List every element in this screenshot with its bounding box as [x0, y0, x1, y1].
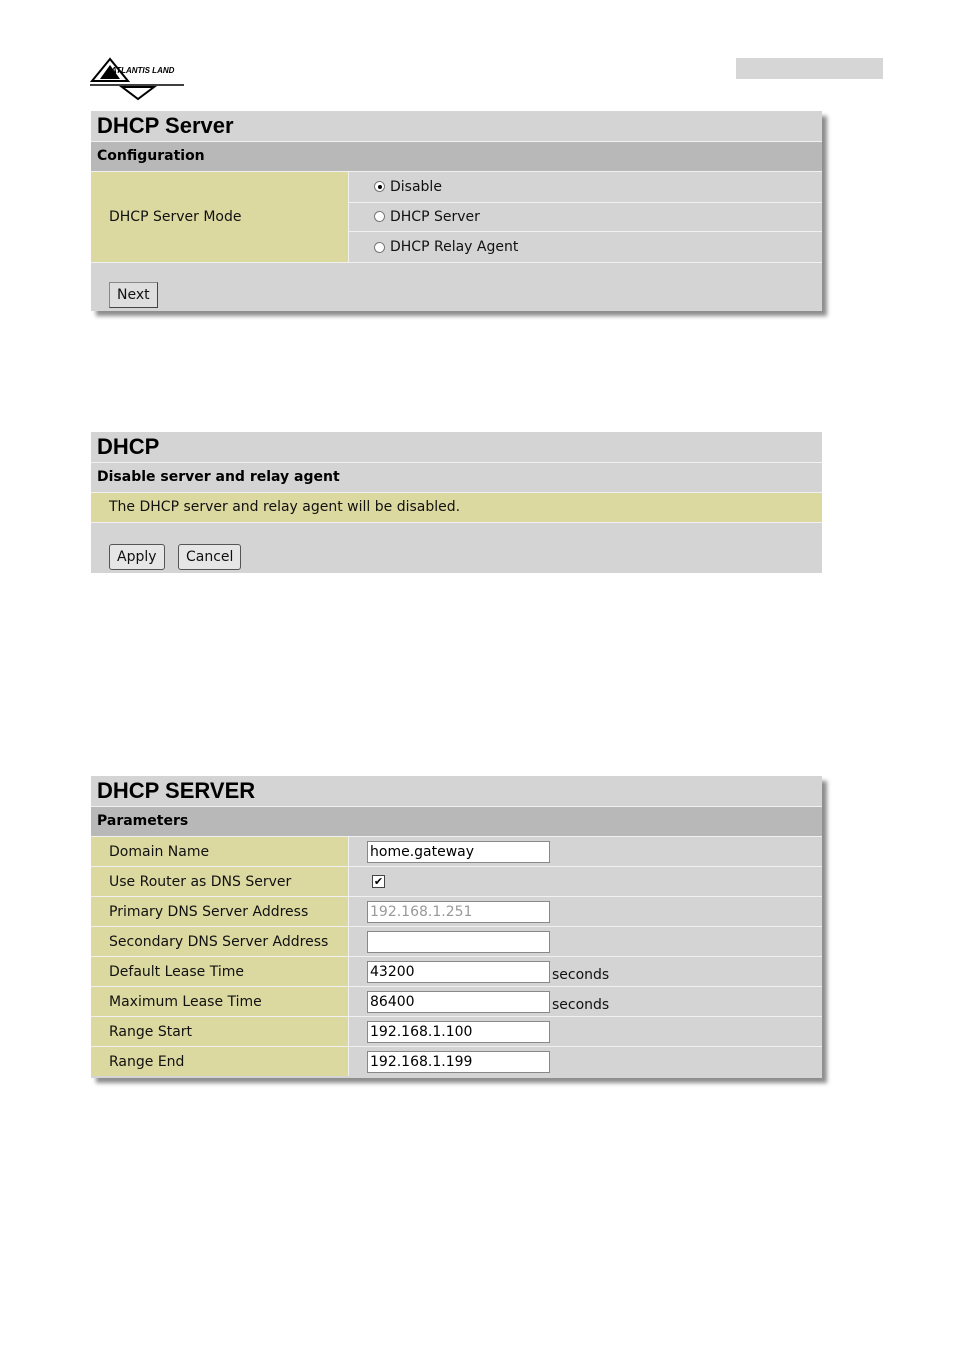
max-lease-input[interactable]: 86400	[367, 991, 550, 1013]
secondary-dns-row	[91, 927, 822, 957]
button-bar	[91, 263, 822, 312]
section-header: Configuration	[91, 142, 822, 172]
section-header: Disable server and relay agent	[91, 463, 822, 493]
range-start-input[interactable]: 192.168.1.100	[367, 1021, 550, 1043]
atlantis-land-logo	[88, 55, 188, 103]
radio-option-dhcp-server[interactable]	[349, 203, 822, 233]
apply-button[interactable]: Apply	[109, 544, 165, 570]
radio-label: Disable	[390, 178, 442, 195]
radio-button[interactable]	[374, 242, 385, 253]
domain-name-label: Domain Name	[91, 837, 349, 866]
dhcp-server-mode-text: DHCP Server Mode	[109, 209, 242, 225]
radio-option-dhcp-relay-agent[interactable]	[349, 232, 822, 262]
logo-text: ATLANTIS LAND	[111, 66, 175, 75]
secondary-dns-label: Secondary DNS Server Address	[91, 927, 349, 956]
use-router-dns-row	[91, 867, 822, 897]
button-bar	[91, 523, 822, 573]
dhcp-server-mode-panel	[91, 111, 822, 311]
range-end-label: Range End	[91, 1047, 349, 1076]
header-bar	[736, 58, 883, 79]
seconds-unit: seconds	[552, 996, 610, 1013]
radio-label: DHCP Relay Agent	[390, 239, 519, 256]
section-header: Parameters	[91, 807, 822, 837]
default-lease-label: Default Lease Time	[91, 957, 349, 986]
primary-dns-input[interactable]: 192.168.1.251	[367, 901, 550, 923]
max-lease-row	[91, 987, 822, 1017]
dhcp-disable-panel	[91, 432, 822, 573]
secondary-dns-input[interactable]	[367, 931, 550, 953]
domain-name-input[interactable]: home.gateway	[367, 841, 550, 863]
domain-name-row	[91, 837, 822, 867]
panel-title: DHCP SERVER	[91, 776, 822, 807]
default-lease-input[interactable]: 43200	[367, 961, 550, 983]
range-start-label: Range Start	[91, 1017, 349, 1046]
use-router-dns-checkbox[interactable]: ✔	[373, 875, 384, 888]
cancel-button[interactable]: Cancel	[178, 544, 241, 570]
default-lease-row	[91, 957, 822, 987]
panel-title: DHCP Server	[91, 111, 822, 142]
seconds-unit: seconds	[552, 966, 610, 983]
radio-button[interactable]	[374, 211, 385, 222]
range-end-input[interactable]: 192.168.1.199	[367, 1051, 550, 1073]
radio-button-selected[interactable]	[374, 181, 385, 192]
range-end-row	[91, 1047, 822, 1076]
radio-option-disable[interactable]	[349, 172, 822, 203]
disable-message: The DHCP server and relay agent will be disabled.	[91, 493, 822, 523]
panel-title: DHCP	[91, 432, 822, 463]
primary-dns-label: Primary DNS Server Address	[91, 897, 349, 926]
max-lease-label: Maximum Lease Time	[91, 987, 349, 1016]
next-button[interactable]: Next	[109, 282, 158, 308]
dhcp-server-parameters-panel	[91, 776, 822, 1078]
range-start-row	[91, 1017, 822, 1047]
dhcp-server-mode-label	[91, 172, 349, 262]
use-router-dns-label: Use Router as DNS Server	[91, 867, 349, 896]
radio-label: DHCP Server	[390, 208, 480, 225]
primary-dns-row	[91, 897, 822, 927]
